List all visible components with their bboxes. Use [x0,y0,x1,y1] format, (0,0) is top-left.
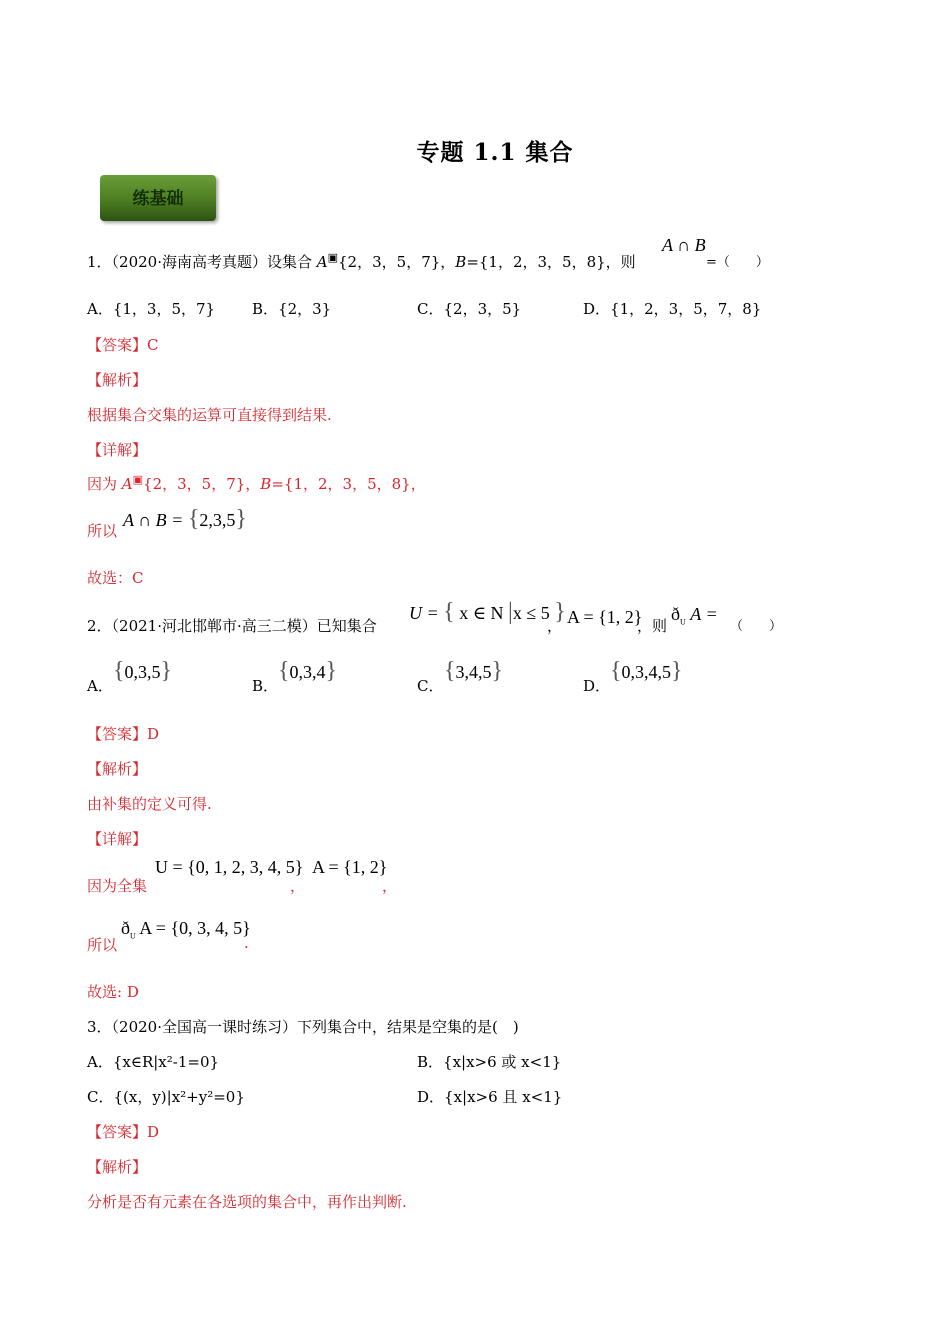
q1-so-math [123,506,247,533]
q1-intersection-expr: A ∩ B [662,235,706,255]
brace-left: { [278,658,290,684]
q2-A-expr: A = {1, 2} [567,607,643,627]
q2-U-set-left: x ∈ N [459,603,504,623]
q3-analysis-text: 分析是否有元素在各选项的集合中，再作出判断. [87,1193,407,1211]
q2-detail-comma2: ， [382,877,398,895]
q2-U-expr: U = [409,603,439,623]
q1-option-c: C．{2，3，5} [417,300,522,318]
q1-detail-setA-glyph: ▣ [132,473,144,486]
q2-so-comp-sub: U [130,931,136,941]
q1-detail-label: 【详解】 [87,441,148,459]
q2-U-def [409,599,566,626]
q3-stem: 3．（2020·全国高一课时练习）下列集合中，结果是空集的是( ) [87,1018,519,1036]
q2-option-b-letter: B． [252,677,279,695]
q2-option-a-letter: A． [87,677,113,695]
q2-option-a-value: 0,3,5 [124,662,161,682]
q2-conclusion: 故选: D [87,983,139,1001]
q3-option-d: D．{x|x>6 且 x<1} [417,1088,563,1106]
q1-so-brace-left: { [187,506,200,532]
q1-stem [87,251,636,272]
q2-detail-comma1: ， [290,877,306,895]
q1-detail-setB-var: B [260,475,272,493]
q2-option-c-value: 3,4,5 [455,662,492,682]
q1-conclusion: 故选：C [87,569,144,587]
q3-option-a: A．{x∈R|x²-1=0} [87,1053,220,1071]
q2-comp-sub: U [680,617,686,627]
brace-right: } [160,658,173,684]
q1-setA-glyph: ▣ [327,251,339,264]
q1-option-d: D．{1，2，3，5，7，8} [583,300,762,318]
q2-so-math [121,918,251,941]
q2-so-period: . [244,934,249,952]
page-title: 专题 1.1 集合 [416,139,574,166]
q2-then: ，则 [637,617,668,635]
q1-so-label: 所以 [87,522,118,540]
q1-setB-var: B [455,253,467,271]
q1-so-expr: A ∩ B = [123,510,184,530]
q1-detail-setB-vals: ={1，2，3，5，8}， [271,475,426,493]
brace-right: } [491,658,504,684]
q2-stem-pre: 2．（2021·河北邯郸市·高三二模）已知集合 [87,617,377,635]
q1-detail-line [87,473,426,494]
brace-left: { [113,658,125,684]
q1-so-set: 2,3,5 [199,510,236,530]
q1-so-brace-right: } [235,506,247,532]
q3-answer: 【答案】D [87,1123,160,1141]
q2-U-bar: | [508,599,513,625]
q2-option-d-set [610,658,683,685]
q2-comp-expr: A = [690,604,718,624]
q2-analysis-text: 由补集的定义可得. [87,795,212,813]
q2-paren: （ ） [730,619,783,634]
q2-U-set-right: x ≤ 5 [512,603,550,623]
q2-option-c-letter: C． [417,677,444,695]
q1-setA-var: A [316,253,328,271]
q2-option-a-set [113,658,172,685]
q1-option-b: B．{2，3} [252,300,332,318]
q2-detail-label: 【详解】 [87,830,148,848]
q1-answer: 【答案】C [87,336,159,354]
q2-U-brace-right: } [554,599,566,625]
q2-option-c-set [444,658,503,685]
q2-so-expr: A = {0, 3, 4, 5} [139,918,251,938]
brace-right: } [325,658,338,684]
q2-detail-A: A = {1, 2} [312,857,388,877]
q3-analysis-label: 【解析】 [87,1158,148,1176]
brace-left: { [444,658,456,684]
q1-detail-setA-var: A [121,475,133,493]
section-badge: 练基础 [100,175,216,221]
q1-analysis-label: 【解析】 [87,371,148,389]
q2-option-b-set [278,658,337,685]
q2-U-brace-left: { [443,599,455,625]
q2-detail-pre: 因为全集 [87,877,148,895]
brace-right: } [671,658,683,684]
q3-option-b: B．{x|x>6 或 x<1} [417,1053,562,1071]
q1-eq-paren: =（ ） [706,255,769,270]
q3-option-c: C．{(x，y)|x²+y²=0} [87,1088,245,1106]
q2-comma: ， [547,617,563,635]
q1-option-a: A．{1，3，5，7} [87,300,216,318]
q1-setA-vals: {2，3，5，7}， [338,253,456,271]
q2-answer: 【答案】D [87,725,160,743]
q2-detail-U: U = {0, 1, 2, 3, 4, 5} [155,857,304,877]
q2-option-d-letter: D． [583,677,611,695]
q1-stem-pre: 1．（2020·海南高考真题）设集合 [87,253,317,271]
q2-so-label: 所以 [87,936,118,954]
q2-option-b-value: 0,3,4 [289,662,326,682]
q2-analysis-label: 【解析】 [87,760,148,778]
q2-comp [671,604,718,627]
q1-detail-pre: 因为 [87,475,122,493]
brace-left: { [610,658,622,684]
q1-detail-setA-vals: {2，3，5，7}， [143,475,261,493]
q1-setB-vals: ={1，2，3，5，8}，则 [466,253,636,271]
q1-analysis-text: 根据集合交集的运算可直接得到结果. [87,406,332,424]
q2-so-comp-glyph: ð [121,918,130,938]
q2-comp-glyph: ð [671,604,680,624]
q2-option-d-value: 0,3,4,5 [621,662,672,682]
